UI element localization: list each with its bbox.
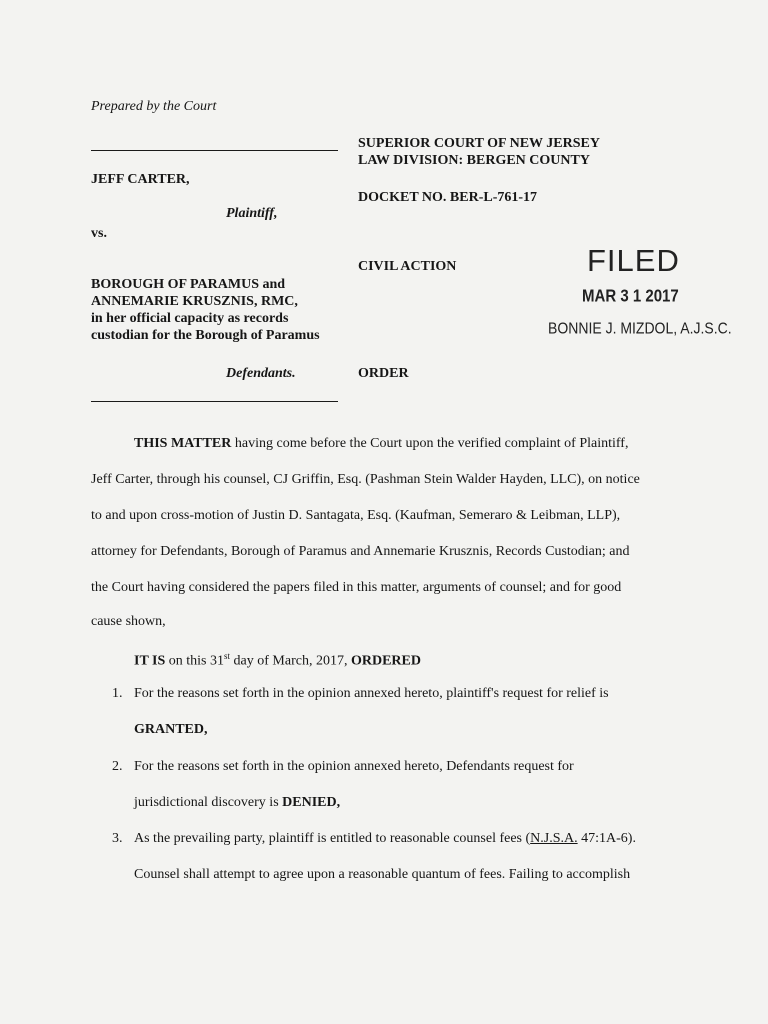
judge-name: BONNIE J. MIZDOL, A.J.S.C. [548,319,732,337]
paragraph-line-1 [134,436,628,452]
item-2-line-1: For the reasons set forth in the opinion annexed hereto, Defendants request for [134,759,574,774]
caption-bottom-rule [91,401,338,402]
item-2-number: 2. [112,759,123,774]
paragraph-line-4: attorney for Defendants, Borough of Paramus and Annemarie Krusznis, Records Custodian; and [91,544,630,559]
item-1-granted: GRANTED, [134,722,208,737]
item-3-line-1-tail: 47:1A-6). [577,831,636,846]
paragraph-line-3: to and upon cross-motion of Justin D. Santagata, Esq. (Kaufman, Semeraro & Leibman, LLP), [91,508,621,523]
defendant-line-1: BOROUGH OF PARAMUS and [91,277,286,292]
filed-stamp: FILED [587,243,680,278]
item-3-number: 3. [112,831,123,846]
court-name: SUPERIOR COURT OF NEW JERSEY [358,136,600,151]
item-2-denied: DENIED, [282,795,341,810]
paragraph-line-1-text: having come before the Court upon the verified complaint of Plaintiff, [231,436,629,451]
defendant-role: Defendants. [226,366,296,381]
plaintiff-name: JEFF CARTER, [91,172,190,187]
paragraph-line-6: cause shown, [91,614,166,629]
ordered-month-text: day of March, 2017, [230,653,351,669]
caption-top-rule [91,150,338,151]
item-1-line-1: For the reasons set forth in the opinion annexed hereto, plaintiff's request for relief is [134,686,609,701]
paragraph-line-5: the Court having considered the papers filed in this matter, arguments of counsel; and for good [91,580,622,595]
court-division: LAW DIVISION: BERGEN COUNTY [358,153,590,168]
item-3-line-1 [134,831,636,847]
plaintiff-role: Plaintiff, [226,206,278,221]
item-3-line-1-text: As the prevailing party, plaintiff is entitled to reasonable counsel fees ( [134,831,531,846]
ordinal-suffix: st [224,651,231,661]
statute-citation: N.J.S.A. [530,831,578,846]
ordered-date-text: on this 31 [165,653,225,669]
filed-date: MAR 3 1 2017 [582,286,679,307]
item-2-line-2 [134,795,340,811]
item-2-line-2-text: jurisdictional discovery is [134,795,283,810]
defendant-line-2: ANNEMARIE KRUSZNIS, RMC, [91,294,298,309]
it-is-text: IT IS [134,653,166,669]
prepared-by-note: Prepared by the Court [91,99,217,114]
paragraph-line-2: Jeff Carter, through his counsel, CJ Griffin, Esq. (Pashman Stein Walder Hayden, LLC), on notice [91,472,640,487]
ordered-line [134,651,421,670]
defendant-line-4: custodian for the Borough of Paramus [91,328,320,343]
this-matter-lead: THIS MATTER [134,436,232,451]
civil-action-label: CIVIL ACTION [358,259,457,274]
item-3-line-2: Counsel shall attempt to agree upon a reasonable quantum of fees. Failing to accomplish [134,867,631,882]
defendant-line-3: in her official capacity as records [91,311,289,326]
versus: vs. [91,226,107,241]
order-title: ORDER [358,366,409,381]
docket-number: DOCKET NO. BER-L-761-17 [358,190,538,205]
ordered-word: ORDERED [350,653,421,669]
item-1-number: 1. [112,686,123,701]
